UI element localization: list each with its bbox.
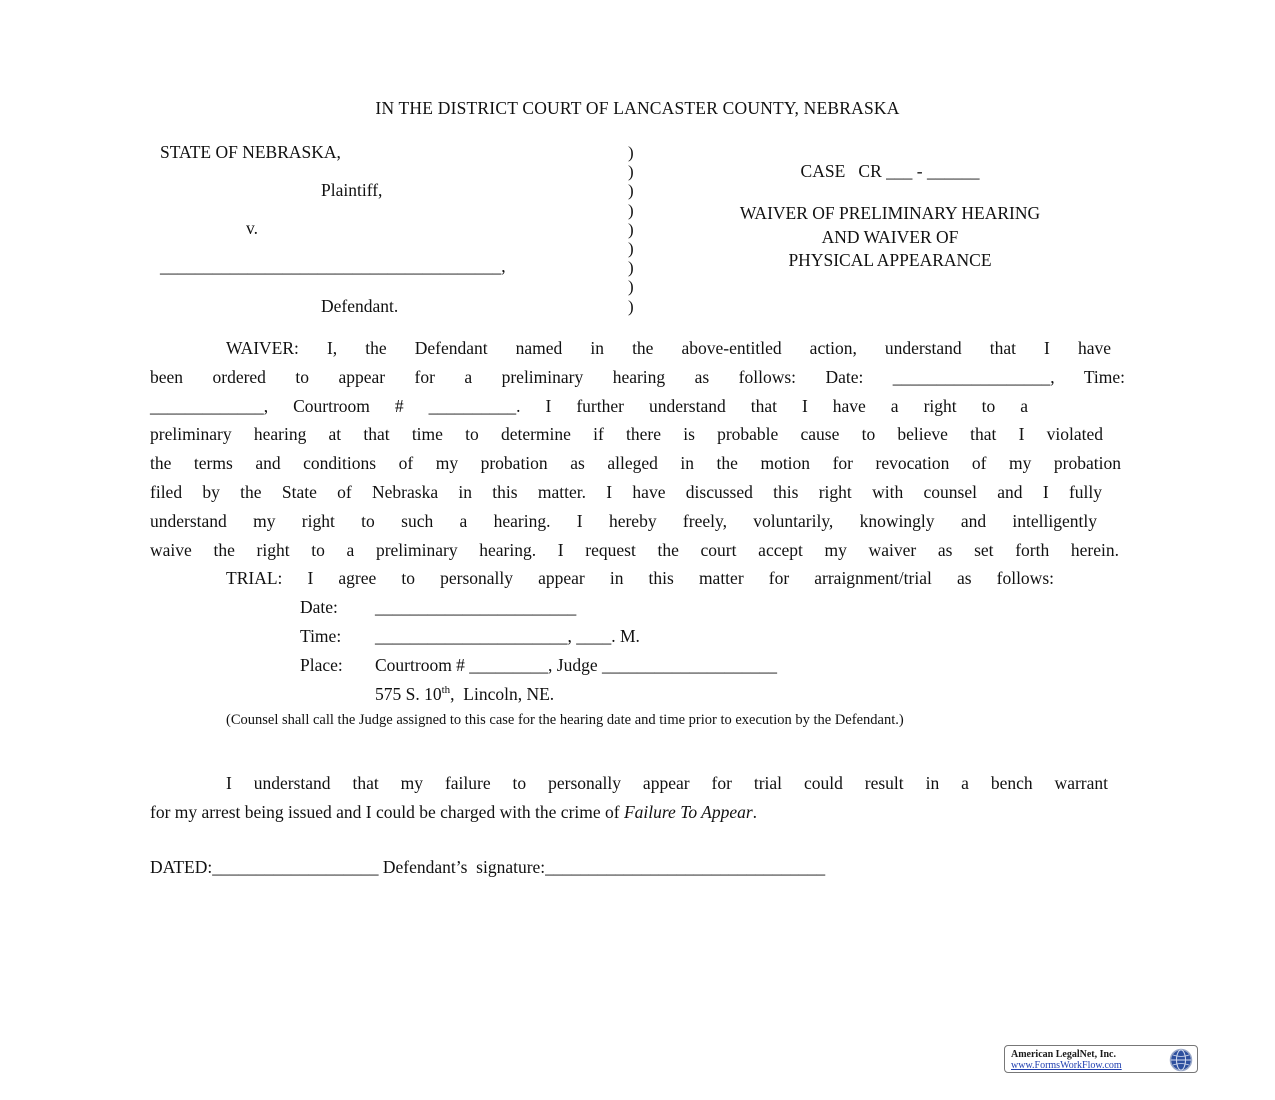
plaintiff-name: STATE OF NEBRASKA, — [160, 142, 341, 162]
versus-label: v. — [246, 218, 258, 238]
court-heading: IN THE DISTRICT COURT OF LANCASTER COUNTY, NEBRASKA — [375, 98, 900, 118]
trial-place-field[interactable]: Courtroom # _________, Judge ____________________ — [375, 655, 778, 675]
court-address — [375, 684, 554, 705]
paragraph-line: been ordered to appear for a preliminary hearing as follows: Date: __________________, Time: — [150, 366, 1125, 387]
plaintiff-label: Plaintiff, — [321, 180, 383, 200]
paragraph-line: _____________, Courtroom # __________. I further understand that I have a right to a — [150, 395, 1028, 416]
waiver-paragraph — [150, 334, 1125, 564]
document-title — [660, 202, 1120, 273]
address-suffix: th — [441, 684, 451, 697]
address-number: 575 S. 10 — [375, 684, 442, 704]
paren-mark: ) — [628, 219, 634, 239]
case-number[interactable]: CASE CR ___ - ______ — [800, 161, 980, 181]
paragraph-line: the terms and conditions of my probation as alleged in the motion for revocation of my probation — [150, 453, 1121, 474]
failure-to-appear-term: Failure To Appear — [623, 801, 753, 822]
paragraph-line: waive the right to a preliminary hearing. I request the court accept my waiver as set forth herein. — [150, 539, 1119, 560]
paragraph-line: preliminary hearing at that time to determine if there is probable cause to believe that I violated — [150, 424, 1103, 445]
badge-url-link[interactable]: www.FormsWorkFlow.com — [1011, 1060, 1122, 1071]
address-rest: , Lincoln, NE. — [450, 684, 555, 704]
paren-mark: ) — [628, 277, 634, 297]
paragraph-line: WAIVER: I, the Defendant named in the above-entitled action, understand that I have — [226, 338, 1111, 358]
warning-paragraph — [150, 769, 1125, 827]
paragraph-line: filed by the State of Nebraska in this matter. I have discussed this right with counsel and I fully — [150, 481, 1102, 502]
globe-icon — [1169, 1048, 1193, 1072]
trial-time-field[interactable]: ______________________, ____. M. — [375, 626, 640, 646]
footer-badge[interactable] — [1004, 1045, 1198, 1073]
trial-date-label: Date: — [300, 597, 338, 617]
title-line: WAIVER OF PRELIMINARY HEARING — [739, 203, 1041, 223]
paren-mark: ) — [628, 143, 634, 162]
counsel-note: (Counsel shall call the Judge assigned to this case for the hearing date and time prior to execution by the Defendant.) — [226, 712, 904, 728]
caption-divider — [628, 143, 634, 316]
paren-mark: ) — [628, 181, 634, 201]
paren-mark: ) — [628, 162, 634, 182]
trial-date-field[interactable]: _______________________ — [375, 597, 577, 617]
paren-mark: ) — [628, 200, 634, 220]
warning-period: . — [752, 801, 758, 822]
trial-time-label: Time: — [300, 626, 342, 646]
warning-line: I understand that my failure to personally appear for trial could result in a bench warrant — [226, 773, 1108, 793]
defendant-name-blank[interactable]: _______________________________________, — [160, 256, 506, 276]
warning-text: for my arrest being issued and I could be charged with the crime of — [150, 801, 624, 822]
paragraph-line: understand my right to such a hearing. I hereby freely, voluntarily, knowingly and intelligently — [150, 510, 1097, 531]
badge-company: American LegalNet, Inc. — [1011, 1049, 1116, 1060]
paren-mark: ) — [628, 238, 634, 258]
trial-intro: TRIAL: I agree to personally appear in this matter for arraignment/trial as follows: — [226, 568, 1054, 588]
warning-line-2 — [150, 798, 1125, 827]
trial-place-label: Place: — [300, 655, 343, 675]
title-line: AND WAIVER OF — [821, 226, 959, 247]
signature-line[interactable]: DATED:___________________ Defendant’s signature:________________________________ — [150, 857, 826, 877]
title-line: PHYSICAL APPEARANCE — [788, 250, 992, 270]
defendant-label: Defendant. — [321, 296, 399, 316]
paren-mark: ) — [628, 296, 634, 316]
paren-mark: ) — [628, 258, 634, 278]
